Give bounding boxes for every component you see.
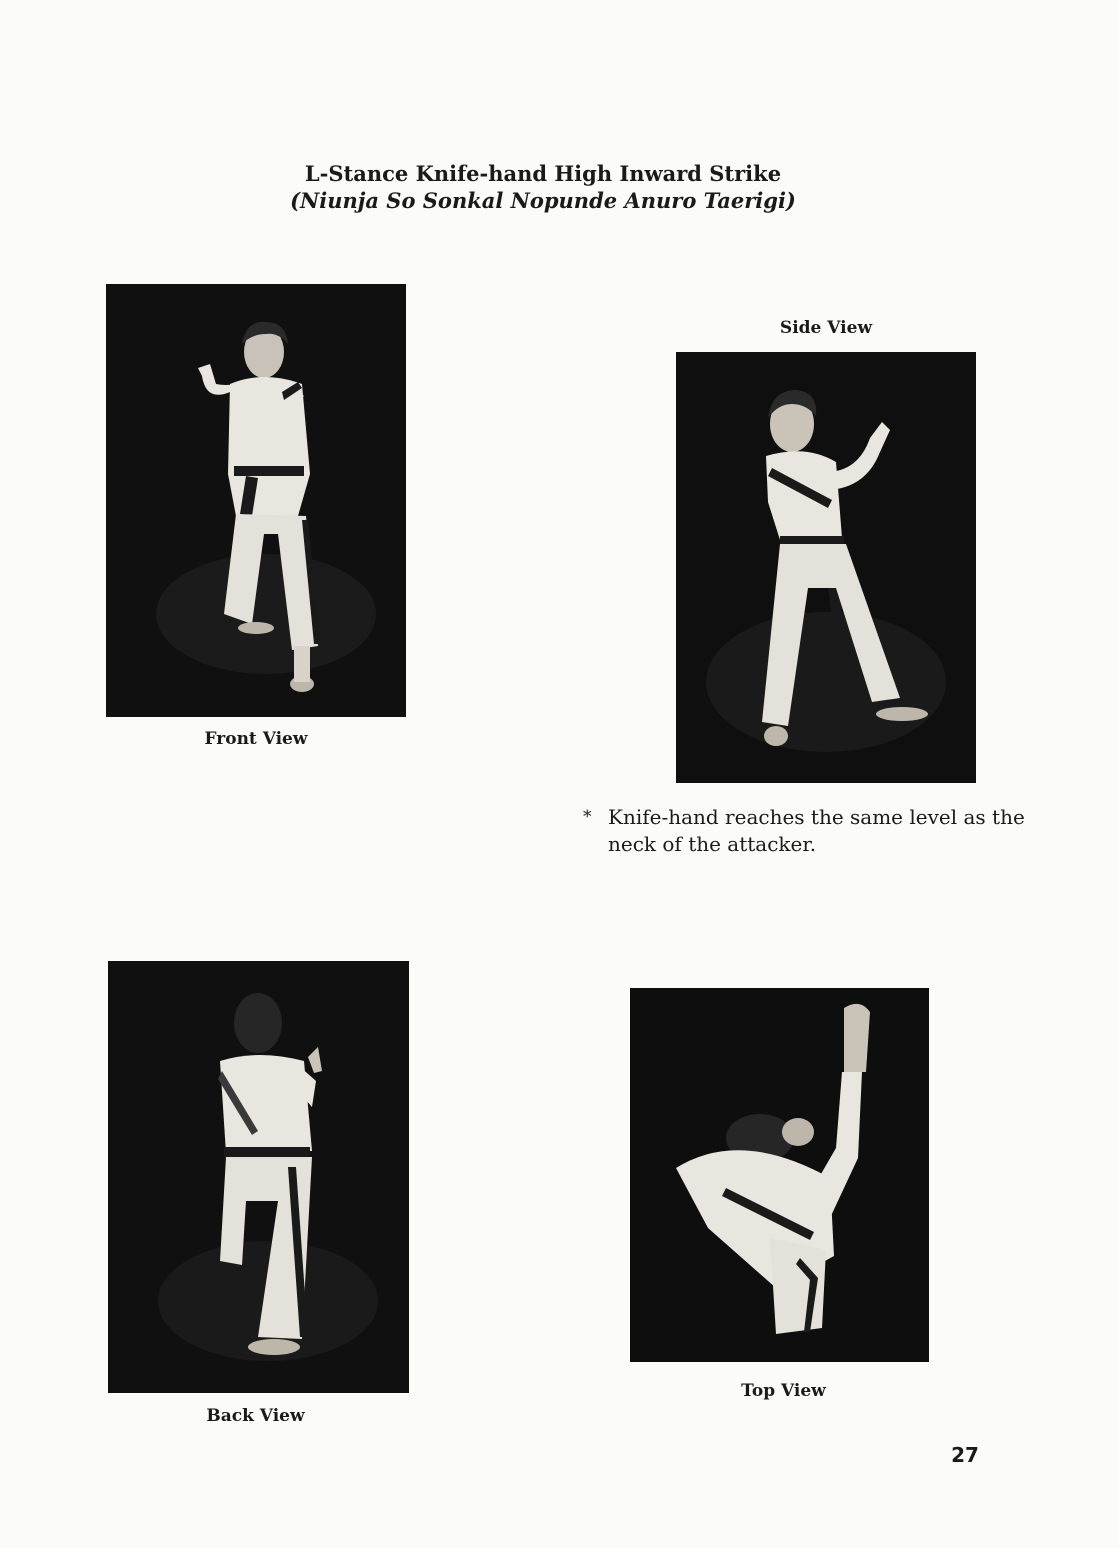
top-view-photo bbox=[630, 988, 929, 1362]
back-view-photo bbox=[108, 961, 409, 1393]
front-view-caption: Front View bbox=[204, 729, 308, 749]
side-view-photo bbox=[676, 352, 976, 783]
note-marker: * bbox=[583, 807, 592, 827]
title-subtitle: (Niunja So Sonkal Nopunde Anuro Taerigi) bbox=[290, 188, 796, 213]
title-main: L-Stance Knife-hand High Inward Strike bbox=[304, 161, 782, 186]
side-view-caption: Side View bbox=[779, 318, 873, 338]
top-view-caption: Top View bbox=[741, 1381, 826, 1401]
page-number: 27 bbox=[951, 1443, 979, 1467]
back-view-caption: Back View bbox=[206, 1406, 305, 1426]
page-title bbox=[0, 160, 1086, 214]
note bbox=[583, 804, 1043, 858]
front-view-photo bbox=[106, 284, 406, 717]
note-text: Knife-hand reaches the same level as the neck of the attacker. bbox=[608, 805, 1025, 856]
